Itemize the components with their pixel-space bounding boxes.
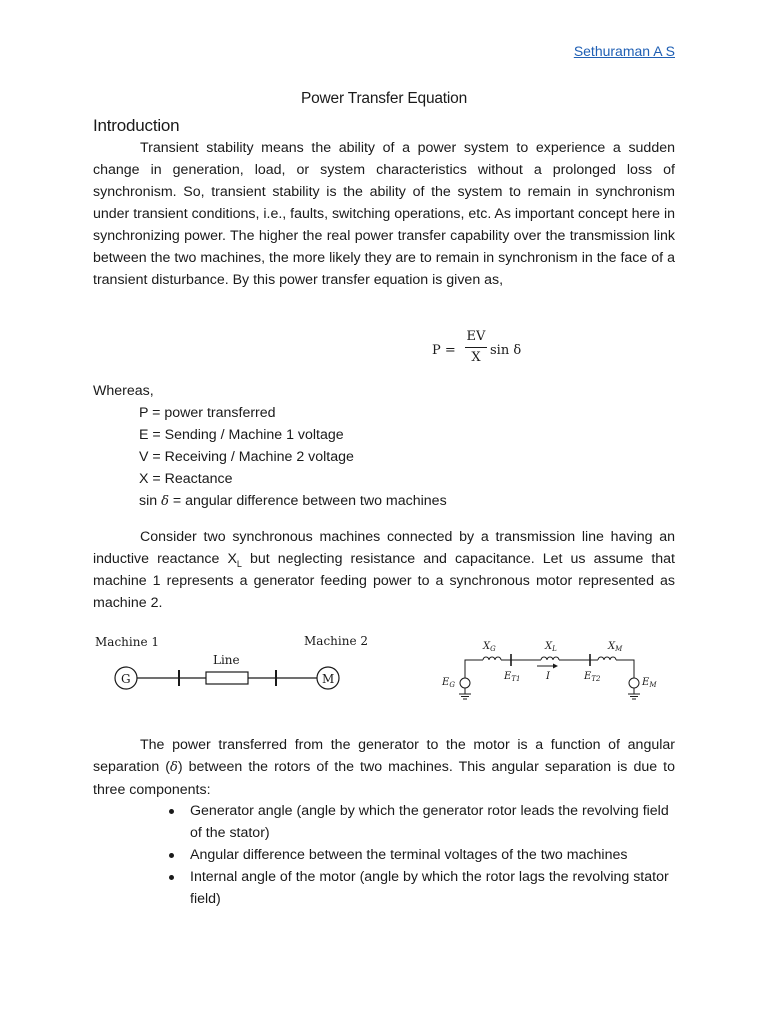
sin-symbol: sin: [139, 493, 162, 509]
machine1-label: Machine 1: [95, 635, 160, 649]
author-link[interactable]: Sethuraman A S: [573, 43, 675, 59]
xl-subscript: L: [236, 558, 242, 569]
list-item: Angular difference between the terminal voltages of the two machines: [167, 844, 675, 866]
equation-lhs: P =: [432, 343, 456, 358]
definition-p: P = power transferred: [139, 405, 276, 421]
para3-text-after: ) between the rotors of the two machines. This angular separation is due to three components:: [93, 759, 675, 798]
paragraph-angular-separation: [93, 734, 675, 801]
current-arrow-head: [553, 664, 558, 669]
page-title: Power Transfer Equation: [301, 90, 467, 107]
label-xl: $X_L$: [545, 641, 557, 653]
equation-rhs: sin δ: [490, 343, 522, 358]
label-current: I: [546, 671, 550, 682]
para2-text-after: but neglecting resistance and capacitance. Let us assume that machine 1 represents a generator feeding power to a synchronous motor represented as machine 2.: [93, 551, 675, 611]
machine2-label: Machine 2: [304, 634, 369, 648]
single-line-diagram: [95, 634, 368, 689]
label-et1: $E_{T1}$: [504, 671, 521, 683]
equivalent-circuit-diagram: [441, 641, 657, 699]
delta-symbol: δ: [161, 494, 169, 509]
motor-symbol: M: [322, 672, 335, 686]
components-list: [167, 800, 675, 910]
list-item: Internal angle of the motor (angle by which the rotor lags the revolving stator field): [167, 866, 675, 910]
source-em: [629, 678, 639, 688]
definitions-list: [139, 402, 447, 512]
generator-symbol: G: [121, 672, 131, 686]
list-item: Generator angle (angle by which the generator rotor leads the revolving field of the stator): [167, 800, 675, 844]
sin-definition-text: = angular difference between two machines: [168, 493, 447, 509]
inductor-xg: [483, 657, 501, 660]
para2-text-before: Consider two synchronous machines connected by a transmission line having an inductive reactance X: [93, 529, 675, 567]
power-transfer-equation: [432, 327, 542, 371]
whereas-label: Whereas,: [93, 383, 154, 399]
definition-v: V = Receiving / Machine 2 voltage: [139, 449, 354, 465]
intro-paragraph: Transient stability means the ability of a power system to experience a sudden change in generation, load, or system characteristics without a prolonged loss of synchronism. So, transient stability is the ability of the system to remain in synchronism under transient conditions, i.e., faults, switching operations, etc. As important concept here in synchronizing power. The higher the real power transfer capability over the transmission link between the two machines, the more likely they are to remain in synchronism in the face of a transient disturbance. By this power transfer equation is given as,: [93, 140, 676, 288]
delta-symbol: δ: [170, 760, 178, 775]
ground-left: [459, 688, 471, 699]
line-resistor: [206, 672, 248, 684]
two-machine-system-diagram: [93, 628, 675, 708]
equation-denominator: X: [471, 350, 481, 365]
line-label: Line: [213, 653, 240, 667]
inductor-xm: [598, 657, 616, 660]
label-xm: $X_M$: [608, 641, 623, 653]
label-xg: $X_G$: [483, 641, 496, 653]
label-eg: $E_G$: [442, 677, 455, 689]
para3-text-before: The power transferred from the generator to the motor is a function of angular separation (: [93, 737, 675, 775]
source-eg: [460, 678, 470, 688]
section-heading-introduction: Introduction: [93, 116, 180, 135]
paragraph-two-machines: [93, 526, 675, 614]
equation-fraction: [465, 327, 487, 368]
definition-e: E = Sending / Machine 1 voltage: [139, 427, 344, 443]
label-em: $E_M$: [642, 677, 657, 689]
inductor-xl: [541, 657, 559, 660]
equation-numerator: EV: [466, 329, 486, 344]
ground-right: [628, 688, 640, 699]
label-et2: $E_{T2}$: [584, 671, 601, 683]
definition-x: X = Reactance: [139, 471, 233, 487]
definition-sin-delta: [139, 490, 447, 512]
